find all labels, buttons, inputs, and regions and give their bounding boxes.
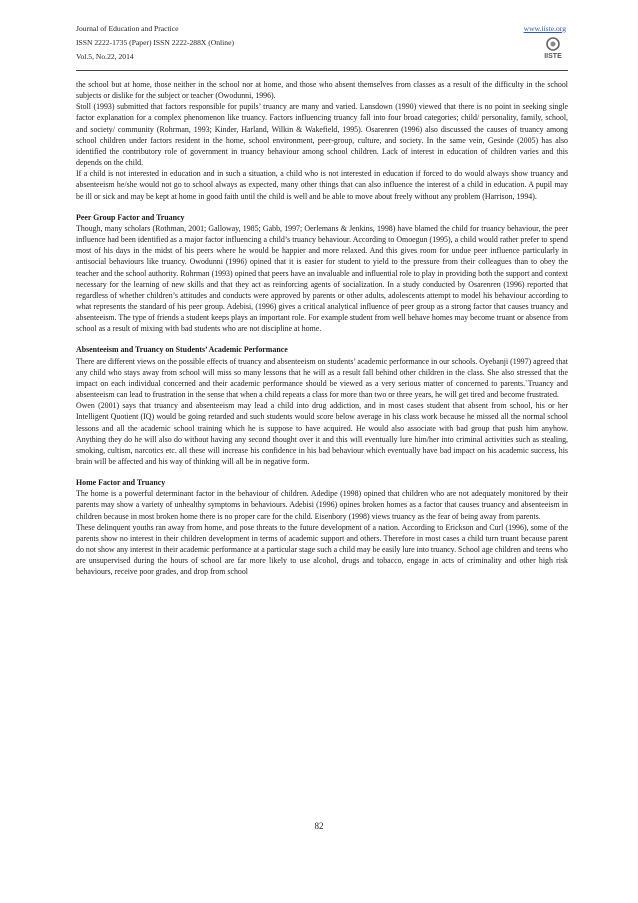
section-heading-academic-performance: Absenteeism and Truancy on Students’ Academic Performance [76,345,288,355]
paragraph: There are different views on the possible effects of truancy and absenteeism on students’ academic performance in our schools. Oyebanji (1997) agreed that any child who stays away from school will miss so many lessons that he will as a result fall behind other children in the class. She also stressed that the impact on each individual concerned and their academic performance should be viewed as a very serious matter of concerned to parents.`Truancy and absenteeism can lead to frustration in the sense that when a child repeats a class for more than two or three years, he will get tired and become frustrated. [76,356,568,400]
paragraph: Though, many scholars (Rothman, 2001; Galloway, 1985; Gabb, 1997; Oerlemans & Jenkins, 1998) have blamed the child for truancy behaviour, the peer influence had been identified as a major factor influencing a child’s truancy behaviour. According to Omoegun (1995), a child would rather prefer to spend most of his days in the midst of his peers where he would be happier and more relaxed. And this gives room for undue peer influence particularly in antisocial behaviours like truancy. Owodunni (1996) opined that it is easier for student to yield to the pressure from their colleagues than to obey the teacher and the school authority. Rohrman (1993) opined that peers have an invaluable and influential role to play in providing both the support and context necessary for the learning of new skills and that they act as reinforcing agents of socialization. In a study conducted by Osarenren (1996) reported that regardless of whether children’s attitudes and conducts were approved by parents or other adults, adolescents attempt to model his behaviour according to what represents the standard of his peer group. Adebisi, (1996) gives a critical analytical influence of peer group as a strong factor that causes truancy and absenteeism. The type of friends a student keeps plays an important role. For example student from well behave homes may become truant or absence from school as a result of mixing with bad students who are not discipline at home. [76,223,568,334]
paragraph: Owen (2001) says that truancy and absenteeism may lead a child into drug addiction, and in most cases student that absent from school, his or her Intelligent Quotient (IQ) would be going retarded and such students would score below average in his class work because he missed all the normal school lessons and all the academic school training which he is suppose to have acquired. He would also associate with bad group that push him anyhow. Anything they do he will also do without having any second thought over it and this will eventually lure him/her into criminal activities such as stealing, smoking, cultism, narcotics etc. all these will increase his confidence in his bad behaviour which eventually have bad impact on his academic success, his brain will be affected and his way of thinking will all be in negative form. [76,401,568,466]
article-body [76,79,568,578]
website-link[interactable]: www.iiste.org [523,24,566,33]
journal-title: Journal of Education and Practice [76,24,179,33]
paragraph: Stoll (1993) submitted that factors responsible for pupils’ truancy are many and varied. Lansdown (1990) viewed that there is no point in seeking single factor explanation for a complex phenomenon like truancy. Factors influencing truancy fall into four broad categories; child/ personality, family, school, and society/ community (Rohrman, 1993; Kinder, Harland, Wilkin & Wakefield, 1995). Osarenren (1996) also discussed the causes of truancy among school children under factors resident in the home, school environment, peer-group, culture, and society. In the same vein, Gesinde (2005) has also identified the contributory role of government in truancy behaviour among school children. Lack of interest in education of children varies and this depends on the child. [76,102,568,168]
volume-line: Vol.5, No.22, 2014 [76,52,134,61]
svg-text:IISTE: IISTE [544,53,562,60]
header-rule [76,70,568,71]
issn-line: ISSN 2222-1735 (Paper) ISSN 2222-288X (Online) [76,38,234,47]
paragraph: These delinquent youths ran away from home, and pose threats to the future development of a nation. According to Erickson and Curl (1996), some of the parents show no interest in their children development in terms of academic support and others. Therefore in most cases a child turn truant because parent do not show any interest in their academic performance at a particular stage such a child may be easily lure into truancy. School age children and teens who are unsupervised during the hours of school are far more likely to use alcohol, drugs and tobacco, engage in acts of criminality and other high risk behaviours, receive poor grades, and drop from school [76,522,568,577]
paragraph: If a child is not interested in education and in such a situation, a child who is not interested in education if forced to do would always show truancy and absenteeism he/she would not go to school always as expected, many other things that can also influence the interest of a child in education. A pupil may be ill or sick and may be kept at home in good faith until the child is well and be able to move about freely without any problem (Harrison, 1994). [76,169,568,201]
paragraph: The home is a powerful determinant factor in the behaviour of children. Adedipe (1998) opined that children who are not adequately monitored by their parents may show a variety of unhealthy symptoms in behaviours. Adebisi (1996) opines broken homes as a factor that causes truancy and absenteeism in children because in most broken home there is no proper care for the child. Eisenbory (1998) views truancy as the fear of being away from parents. [76,489,568,521]
paragraph: the school but at home, those neither in the school nor at home, and those who absent themselves from classes as a result of the difficulty in the school subjects or dislike for the subject or teacher (Owodunni, 1996). [76,80,568,101]
page-number: 82 [314,821,324,831]
section-heading-home-factor: Home Factor and Truancy [76,478,166,488]
section-heading-peer-group: Peer Group Factor and Truancy [76,212,185,222]
iiste-logo [541,36,565,60]
